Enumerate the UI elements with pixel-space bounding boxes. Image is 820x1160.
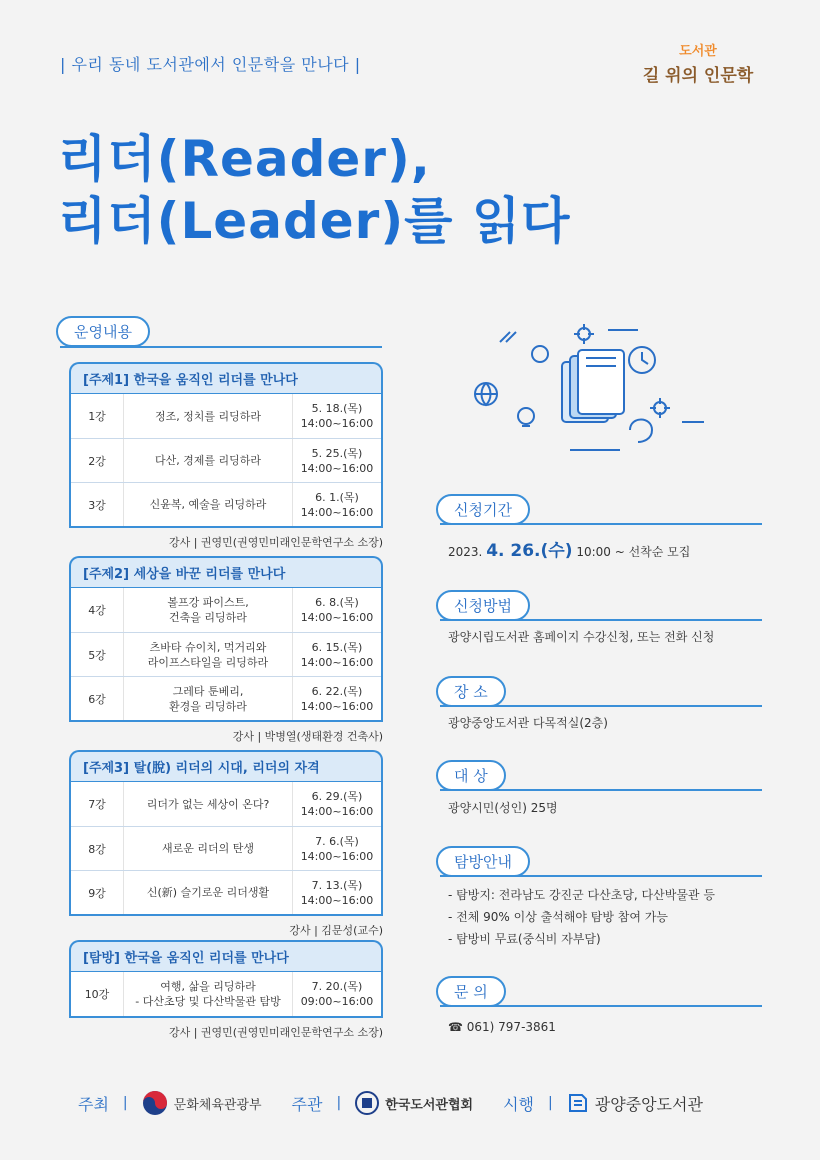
lecture-time: 14:00~16:00 <box>300 699 374 713</box>
period-year: 2023. <box>448 545 483 559</box>
lecture-time: 09:00~16:00 <box>300 995 374 1008</box>
lecture-number: 4강 <box>88 604 106 617</box>
lecture-topic <box>123 871 293 914</box>
target-label: 대 상 <box>436 760 506 791</box>
organizer-org-name: 한국도서관협회 <box>385 1097 474 1113</box>
tour-divider <box>440 875 762 877</box>
lecture-time: 14:00~16:00 <box>300 805 374 818</box>
lecture-number: 10강 <box>84 988 110 1001</box>
target-divider <box>440 789 762 791</box>
lecture-topic-line: 건축을 리딩하라 <box>169 611 247 624</box>
exec-org-name: 광양중앙도서관 <box>594 1094 703 1114</box>
theme-block <box>69 362 383 550</box>
lecture-topic-line: 라이프스타일을 리딩하라 <box>147 655 269 669</box>
lecture-time: 14:00~16:00 <box>300 849 374 863</box>
program-divider <box>60 346 382 348</box>
tagline: | 우리 동네 도서관에서 인문학을 만나다 | <box>60 55 361 74</box>
host-org-name: 문화체육관광부 <box>173 1097 262 1113</box>
table-row <box>71 972 381 1016</box>
contact-text: ☎ 061) 797-3861 <box>448 1020 556 1034</box>
library-association-logo-icon <box>355 1091 379 1115</box>
method-divider <box>440 619 762 621</box>
lecture-number: 6강 <box>88 692 106 706</box>
lecture-schedule <box>293 834 381 864</box>
lecture-number: 7강 <box>88 798 106 811</box>
tour-label: 탐방안내 <box>436 846 530 877</box>
table-row <box>71 782 381 826</box>
lecture-topic <box>123 483 293 526</box>
separator: | <box>548 1095 553 1111</box>
library-logo-icon <box>567 1092 589 1114</box>
lecture-time: 14:00~16:00 <box>300 461 374 475</box>
lecture-date: 7. 20.(목) <box>311 980 363 993</box>
lecture-date: 6. 29.(목) <box>311 790 363 803</box>
period-divider <box>440 523 762 525</box>
lecture-topic-line: 리더가 없는 세상이 온다? <box>146 797 270 811</box>
tour-line: - 전체 90% 이상 출석해야 탐방 참여 가능 <box>448 910 668 924</box>
period-suffix: 10:00 ~ 선착순 모집 <box>576 545 691 559</box>
lecture-number: 9강 <box>88 886 106 900</box>
lecture-topic <box>123 677 293 720</box>
lecture-schedule <box>293 490 381 520</box>
table-row <box>71 826 381 870</box>
footer <box>78 1090 758 1116</box>
lecture-topic <box>123 827 293 870</box>
lecture-number: 1강 <box>88 410 106 423</box>
lecture-date: 5. 18.(목) <box>311 402 363 415</box>
title-line-2: 리더(Leader)를 읽다 <box>58 192 571 250</box>
lecture-topic-line: 다산, 경제를 리딩하라 <box>154 454 262 467</box>
program-section-label: 운영내용 <box>56 316 150 347</box>
logo-top-text: 도서관 <box>679 44 717 59</box>
exec-label: 시행 <box>503 1094 535 1114</box>
place-divider <box>440 705 762 707</box>
table-row <box>71 676 381 720</box>
table-row <box>71 482 381 526</box>
lecture-date: 6. 15.(목) <box>311 640 363 654</box>
lecture-date: 6. 1.(목) <box>315 490 359 504</box>
lecturer-info: 강사 | 김문성(교수) <box>289 924 383 937</box>
lecture-schedule <box>293 401 381 431</box>
period-label: 신청기간 <box>436 494 530 525</box>
place-label: 장 소 <box>436 676 506 707</box>
table-row <box>71 870 381 914</box>
lecture-schedule <box>293 789 381 819</box>
lecture-date: 7. 6.(목) <box>315 834 359 848</box>
separator: | <box>336 1095 342 1111</box>
theme-table <box>69 781 383 916</box>
taegeuk-logo-icon <box>142 1090 168 1116</box>
lecture-date: 6. 8.(목) <box>315 596 359 609</box>
lecturer-info: 강사 | 박병열(생태환경 건축사) <box>232 730 383 743</box>
lecture-schedule <box>293 446 381 476</box>
lecture-date: 7. 13.(목) <box>311 878 363 892</box>
period-text <box>448 540 690 563</box>
table-row <box>71 394 381 438</box>
lecture-topic-line: 신(新) 슬기로운 리더생활 <box>146 886 270 899</box>
lecturer-info: 강사 | 권영민(권영민미래인문학연구소 소장) <box>168 1026 383 1039</box>
lecture-topic-line: 그레타 툰베리, <box>172 684 244 698</box>
lecture-schedule <box>293 878 381 908</box>
theme-table <box>69 393 383 528</box>
tour-line: - 탐방비 무료(중식비 자부담) <box>448 932 601 946</box>
program-logo <box>628 40 768 86</box>
theme-block <box>69 556 383 744</box>
lecture-time: 14:00~16:00 <box>300 893 374 907</box>
lecture-schedule <box>293 684 381 714</box>
period-date: 4. 26.(수) <box>486 541 573 561</box>
lecture-number: 3강 <box>88 498 106 512</box>
lecture-topic <box>123 633 293 676</box>
lecture-time: 14:00~16:00 <box>300 655 374 669</box>
lecture-schedule <box>293 640 381 670</box>
table-row <box>71 632 381 676</box>
title-line-1: 리더(Reader), <box>58 130 431 188</box>
table-row <box>71 438 381 482</box>
organizer-label: 주관 <box>291 1094 323 1114</box>
lecture-number: 2강 <box>88 454 106 468</box>
lecture-schedule <box>293 595 381 625</box>
lecture-topic-line: 신윤복, 예술을 리딩하라 <box>149 498 267 511</box>
lecture-topic <box>123 394 293 438</box>
lecture-topic-line: 볼프강 파이스트, <box>167 596 249 609</box>
target-text: 광양시민(성인) 25명 <box>448 801 558 815</box>
theme-block <box>69 940 383 1040</box>
contact-divider <box>440 1005 762 1007</box>
exec-org <box>567 1092 703 1115</box>
lecturer-info: 강사 | 권영민(권영민미래인문학연구소 소장) <box>168 536 383 549</box>
lecture-topic <box>123 972 293 1016</box>
host-org <box>142 1090 262 1116</box>
separator: | <box>122 1095 128 1111</box>
tour-line: - 탐방지: 전라남도 강진군 다산초당, 다산박물관 등 <box>448 888 715 902</box>
lecture-number: 8강 <box>88 842 106 856</box>
organizer-org <box>355 1091 473 1115</box>
host-label: 주최 <box>78 1094 109 1114</box>
theme-block <box>69 750 383 938</box>
lecture-topic-line: - 다산초당 및 다산박물관 탐방 <box>135 995 281 1008</box>
lecture-topic-line: 츠바타 슈이치, 먹거리와 <box>149 640 267 654</box>
place-text: 광양중앙도서관 다목적실(2층) <box>448 716 608 730</box>
page-title <box>58 128 570 252</box>
theme-table <box>69 971 383 1018</box>
theme-heading: [탐방] 한국을 움직인 리더를 만나다 <box>69 940 383 971</box>
theme-heading: [주제2] 세상을 바꾼 리더를 만나다 <box>69 556 383 587</box>
tour-text <box>448 884 715 950</box>
lecture-time: 14:00~16:00 <box>300 417 374 430</box>
lecture-topic <box>123 588 293 632</box>
lecture-time: 14:00~16:00 <box>300 611 374 624</box>
lecture-schedule <box>293 979 381 1009</box>
method-text: 광양시립도서관 홈페이지 수강신청, 또는 전화 신청 <box>448 630 715 644</box>
lecture-topic-line: 새로운 리더의 탄생 <box>161 842 254 855</box>
logo-bottom-text: 길 위의 인문학 <box>642 66 754 86</box>
lecture-time: 14:00~16:00 <box>300 505 374 519</box>
theme-heading: [주제1] 한국을 움직인 리더를 만나다 <box>69 362 383 393</box>
lecture-topic-line: 여행, 삶을 리딩하라 <box>160 980 256 993</box>
theme-table <box>69 587 383 722</box>
table-row <box>71 588 381 632</box>
lecture-number: 5강 <box>88 648 106 662</box>
theme-heading: [주제3] 탈(脫) 리더의 시대, 리더의 자격 <box>69 750 383 781</box>
books-illustration-icon <box>470 322 720 462</box>
lecture-date: 5. 25.(목) <box>311 446 363 460</box>
lecture-topic-line: 정조, 정치를 리딩하라 <box>154 409 262 423</box>
lecture-date: 6. 22.(목) <box>311 684 363 698</box>
lecture-topic-line: 환경을 리딩하라 <box>169 699 247 713</box>
lecture-topic <box>123 782 293 826</box>
contact-label: 문 의 <box>436 976 506 1007</box>
lecture-topic <box>123 439 293 482</box>
method-label: 신청방법 <box>436 590 530 621</box>
